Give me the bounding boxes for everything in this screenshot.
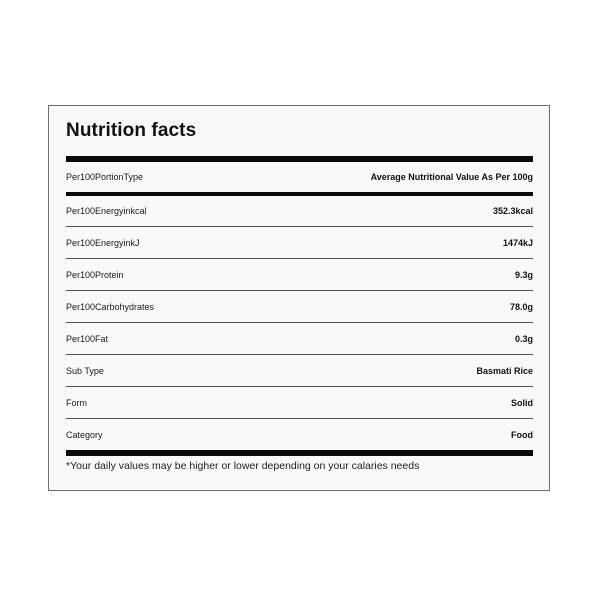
row-value: Solid (511, 398, 533, 408)
nutrition-row-category (66, 420, 533, 450)
row-label: Per100Protein (66, 270, 124, 280)
nutrition-row-energy-kj (66, 228, 533, 259)
row-label: Sub Type (66, 366, 104, 376)
nutrition-row-energy-kcal (66, 196, 533, 227)
row-value: 1474kJ (502, 238, 533, 248)
nutrition-row-protein (66, 260, 533, 291)
footnote: *Your daily values may be higher or lower depending on your calaries needs (66, 460, 420, 472)
nutrition-row-carbohydrates (66, 292, 533, 323)
row-value: 9.3g (514, 270, 533, 280)
row-label: Form (66, 398, 87, 408)
header-row (66, 162, 533, 192)
header-label: Per100PortionType (66, 172, 144, 182)
row-value: 352.3kcal (492, 206, 533, 216)
row-label: Per100Carbohydrates (66, 302, 155, 312)
row-value: Basmati Rice (476, 366, 533, 376)
nutrition-row-sub-type (66, 356, 533, 387)
row-label: Category (66, 430, 103, 440)
row-value: Food (511, 430, 533, 440)
thick-divider-bottom (66, 450, 533, 456)
header-value: Average Nutritional Value As Per 100g (370, 172, 533, 182)
row-label: Per100Fat (66, 334, 109, 344)
nutrition-row-fat (66, 324, 533, 355)
nutrition-row-form (66, 388, 533, 419)
panel-title: Nutrition facts (66, 120, 197, 141)
row-label: Per100EnergyinkJ (66, 238, 140, 248)
nutrition-facts-panel (48, 105, 550, 491)
row-value: 78.0g (509, 302, 533, 312)
row-value: 0.3g (514, 334, 533, 344)
row-label: Per100Energyinkcal (66, 206, 147, 216)
